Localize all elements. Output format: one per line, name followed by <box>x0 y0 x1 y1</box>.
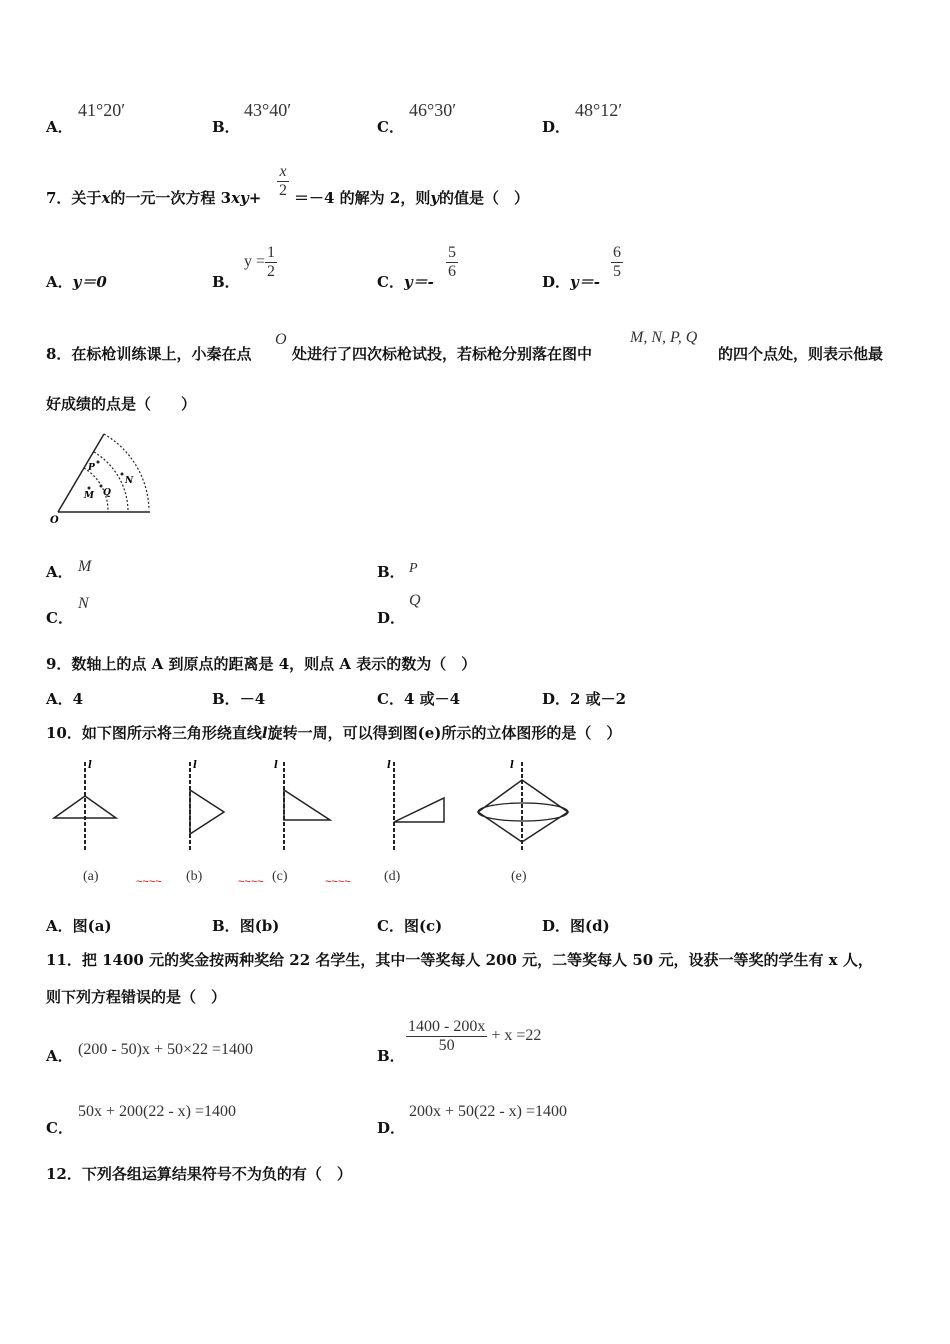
fig-e-axis-label: l <box>510 760 514 771</box>
fig-c-axis-label: l <box>274 760 278 771</box>
q6-option-c-letter: C． <box>377 118 404 136</box>
q9-stem: 9．数轴上的点 A 到原点的距离是 4，则点 A 表示的数为（ ） <box>46 655 477 673</box>
q10-label-d: (d) <box>384 869 401 884</box>
q8-option-c-value: N <box>78 595 89 612</box>
fig-label-m: M <box>84 491 94 501</box>
q11-stem-line2: 则下列方程错误的是（ ） <box>46 988 227 1006</box>
q7-fraction: $\frac{x}{2}$ <box>279 163 287 199</box>
q11-option-b-letter: B． <box>377 1047 405 1065</box>
q9-option-b: B．－4 <box>212 690 266 708</box>
q10-option-a: A．图(a) <box>46 917 112 935</box>
q8-stem-line2: 好成绩的点是（ ） <box>46 395 197 413</box>
q10-figure-e <box>474 758 574 853</box>
q8-point-o: O <box>275 331 287 348</box>
q10-option-b: B．图(b) <box>212 917 280 935</box>
q8-option-b-value: P <box>409 561 418 576</box>
q8-option-d-value: Q <box>409 592 421 609</box>
q10-label-a: (a) <box>83 869 99 884</box>
q11-option-d-letter: D． <box>377 1119 406 1137</box>
q11-option-c-value: 50x + 200(22 - x) =1400 <box>78 1103 237 1120</box>
q11-option-d-value: 200x + 50(22 - x) =1400 <box>409 1103 568 1120</box>
fig-label-n: N <box>125 476 134 486</box>
q10-option-c: C．图(c) <box>377 917 443 935</box>
fig-label-p: P <box>88 463 95 473</box>
q6-option-b-value: 43°40′ <box>244 100 292 120</box>
q11-option-b-value: $\frac{1400 - 200x}{50}$ + x =22 <box>408 1018 542 1054</box>
q8-stem-a: 8．在标枪训练课上，小秦在点 <box>46 345 252 363</box>
q10-figure-c <box>272 758 342 853</box>
q8-option-b-letter: B． <box>377 563 405 581</box>
q6-option-c-value: 46°30′ <box>409 100 457 120</box>
q11-stem: 11．把 1400 元的奖金按两种奖给 22 名学生，其中一等奖每人 200 元，二等奖每人 50 元，设获一等奖的学生有 x 人， <box>46 951 873 969</box>
q7-option-a: A．y＝0 <box>46 273 107 291</box>
q8-option-c-letter: C． <box>46 609 73 627</box>
q9-option-d: D．2 或－2 <box>542 690 627 708</box>
q7-option-b-value: y = $\frac{1}{2}$ <box>244 244 276 280</box>
q10-figure-a <box>50 758 120 853</box>
fig-b-axis-label: l <box>193 760 197 771</box>
q10-stem: 10．如下图所示将三角形绕直线l旋转一周，可以得到图(e)所示的立体图形的是（ ） <box>46 724 622 742</box>
q9-option-a: A．4 <box>46 690 84 708</box>
q6-option-d-letter: D． <box>542 118 571 136</box>
q8-option-a-value: M <box>78 558 92 575</box>
q9-option-c: C．4 或－4 <box>377 690 461 708</box>
q10-wavy-2: ~~~~ <box>238 876 264 888</box>
q10-figure-d <box>382 758 452 853</box>
q7-option-d: D．y＝- <box>542 273 600 291</box>
q10-wavy-1: ~~~~ <box>136 876 162 888</box>
fig-a-axis-label: l <box>88 760 92 771</box>
q8-option-a-letter: A． <box>46 563 73 581</box>
q11-option-a-letter: A． <box>46 1047 73 1065</box>
q8-stem-b: 处进行了四次标枪试投，若标枪分别落在图中 <box>292 345 593 363</box>
fig-label-q: Q <box>103 488 111 498</box>
q8-points: M, N, P, Q <box>630 329 698 346</box>
q11-option-a-value: (200 - 50)x + 50×22 =1400 <box>78 1041 254 1058</box>
q8-sector-figure <box>46 430 156 530</box>
q6-option-a-value: 41°20′ <box>78 100 126 120</box>
q7-option-c-fraction: $\frac{5}{6}$ <box>448 244 456 280</box>
q10-label-c: (c) <box>272 869 288 884</box>
q7-option-d-fraction: $\frac{6}{5}$ <box>613 244 621 280</box>
q10-figure-b <box>178 758 238 853</box>
fig-d-axis-label: l <box>387 760 391 771</box>
q10-label-e: (e) <box>511 869 527 884</box>
q7-option-b-letter: B． <box>212 273 240 291</box>
q12-stem: 12．下列各组运算结果符号不为负的有（ ） <box>46 1165 352 1183</box>
q11-option-c-letter: C． <box>46 1119 73 1137</box>
q10-label-b: (b) <box>186 869 203 884</box>
q6-option-d-value: 48°12′ <box>575 100 623 120</box>
q10-option-d: D．图(d) <box>542 917 610 935</box>
q7-option-c: C．y＝- <box>377 273 434 291</box>
fig-label-o: O <box>50 515 59 526</box>
q8-option-d-letter: D． <box>377 609 406 627</box>
q6-option-a-letter: A． <box>46 118 73 136</box>
q8-stem-c: 的四个点处，则表示他最 <box>718 345 884 363</box>
q10-wavy-3: ~~~~ <box>325 876 351 888</box>
q7-stem-end: ＝－4 的解为 2，则y的值是（ ） <box>294 189 530 207</box>
q6-option-b-letter: B． <box>212 118 240 136</box>
q7-stem: 7．关于x的一元一次方程 3xy+ <box>46 189 262 207</box>
